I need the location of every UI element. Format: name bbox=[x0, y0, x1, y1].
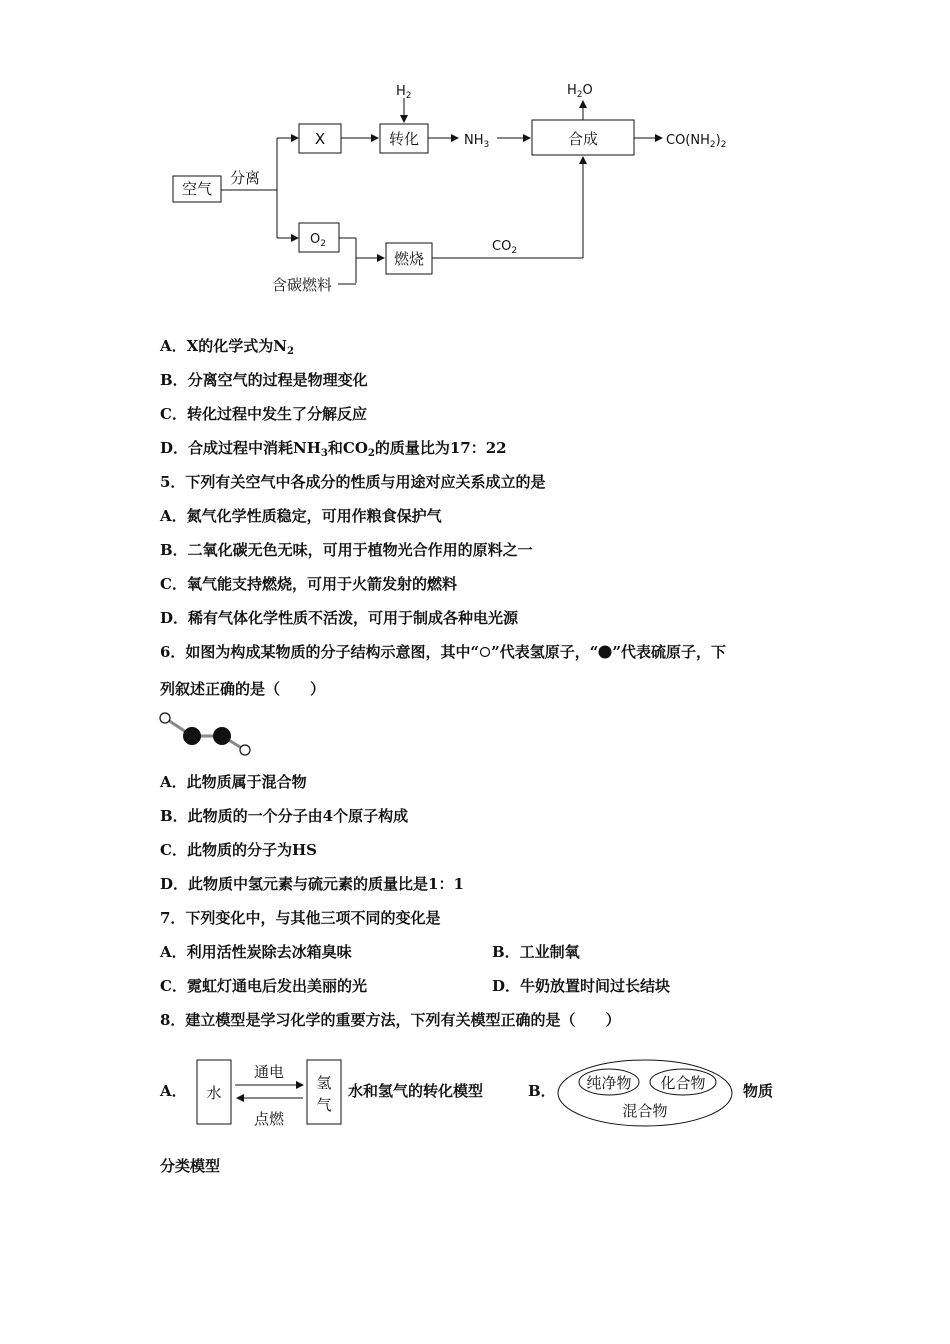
o2-label: $O_2$ bbox=[310, 232, 326, 249]
q7-option-b: B．工业制氧 bbox=[492, 943, 580, 961]
hydrogen-label-1: 氢 bbox=[316, 1074, 332, 1092]
nh3-label: $NH_3$ bbox=[464, 133, 490, 150]
separate-label: 分离 bbox=[230, 169, 261, 187]
compound-label: 化合物 bbox=[660, 1074, 706, 1092]
q8-option-a-label: A． bbox=[160, 1082, 187, 1100]
q6-option-d: D．此物质中氢元素与硫元素的质量比是1：1 bbox=[160, 875, 464, 893]
q6-option-b: B．此物质的一个分子由4个原子构成 bbox=[160, 807, 409, 825]
q8-option-b-caption-2: 分类模型 bbox=[160, 1157, 221, 1175]
synth-label: 合成 bbox=[567, 130, 599, 148]
fuel-label: 含碳燃料 bbox=[272, 276, 333, 294]
q4-option-d: D．合成过程中消耗$NH_3$和$CO_2$的质量比为17：22 bbox=[160, 439, 507, 459]
q8-option-a-caption: 水和氢气的转化模型 bbox=[348, 1082, 484, 1100]
product-label: $CO(NH_2)_2$ bbox=[666, 133, 727, 150]
air-label: 空气 bbox=[181, 180, 213, 198]
q4-option-a: A．X的化学式为$N_2$ bbox=[160, 337, 294, 357]
water-label: 水 bbox=[206, 1084, 222, 1102]
h2-label: $H_2$ bbox=[396, 84, 412, 101]
ignite-label: 点燃 bbox=[253, 1110, 285, 1128]
q6-stem: 6．如图为构成某物质的分子结构示意图，其中“ ”代表氢原子，“ ”代表硫原子，下 bbox=[160, 643, 726, 661]
electrolysis-label: 通电 bbox=[253, 1063, 285, 1081]
h2o-label: $H_2O$ bbox=[567, 83, 593, 100]
q6-stem-line2: 列叙述正确的是（ ） bbox=[160, 680, 326, 698]
q5-option-d: D．稀有气体化学性质不活泼，可用于制成各种电光源 bbox=[160, 609, 519, 627]
q7-option-d: D．牛奶放置时间过长结块 bbox=[492, 977, 671, 995]
q5-option-b: B．二氧化碳无色无味，可用于植物光合作用的原料之一 bbox=[160, 541, 533, 559]
water-hydrogen-model bbox=[195, 1058, 345, 1130]
q6-option-a: A．此物质属于混合物 bbox=[160, 773, 307, 791]
q8-option-b-caption: 物质 bbox=[743, 1082, 774, 1100]
x-label: X bbox=[314, 130, 326, 148]
sulfur-atom-icon bbox=[598, 645, 612, 659]
hydrogen-atom-icon bbox=[479, 646, 491, 658]
q5-option-a: A．氮气化学性质稳定，可用作粮食保护气 bbox=[160, 507, 442, 525]
mixture-label: 混合物 bbox=[622, 1102, 668, 1120]
co2-label: $CO_2$ bbox=[492, 239, 518, 256]
q4-option-b: B．分离空气的过程是物理变化 bbox=[160, 371, 368, 389]
pure-label: 纯净物 bbox=[586, 1074, 632, 1092]
q7-option-a: A．利用活性炭除去冰箱臭味 bbox=[160, 943, 352, 961]
convert-label: 转化 bbox=[388, 130, 420, 148]
process-flowchart bbox=[0, 0, 950, 310]
hydrogen-label-2: 气 bbox=[316, 1096, 332, 1114]
q8-stem: 8．建立模型是学习化学的重要方法，下列有关模型正确的是（ ） bbox=[160, 1011, 621, 1029]
molecule-model bbox=[155, 708, 255, 760]
q5-stem: 5．下列有关空气中各成分的性质与用途对应关系成立的是 bbox=[160, 473, 546, 491]
q4-option-c: C．转化过程中发生了分解反应 bbox=[160, 405, 367, 423]
matter-classification-model bbox=[555, 1058, 735, 1130]
q6-option-c: C．此物质的分子为HS bbox=[160, 841, 317, 859]
burn-label: 燃烧 bbox=[393, 250, 425, 268]
q7-stem: 7．下列变化中，与其他三项不同的变化是 bbox=[160, 909, 441, 927]
q8-option-b-label: B． bbox=[528, 1082, 556, 1100]
q5-option-c: C．氧气能支持燃烧，可用于火箭发射的燃料 bbox=[160, 575, 457, 593]
q7-option-c: C．霓虹灯通电后发出美丽的光 bbox=[160, 977, 367, 995]
